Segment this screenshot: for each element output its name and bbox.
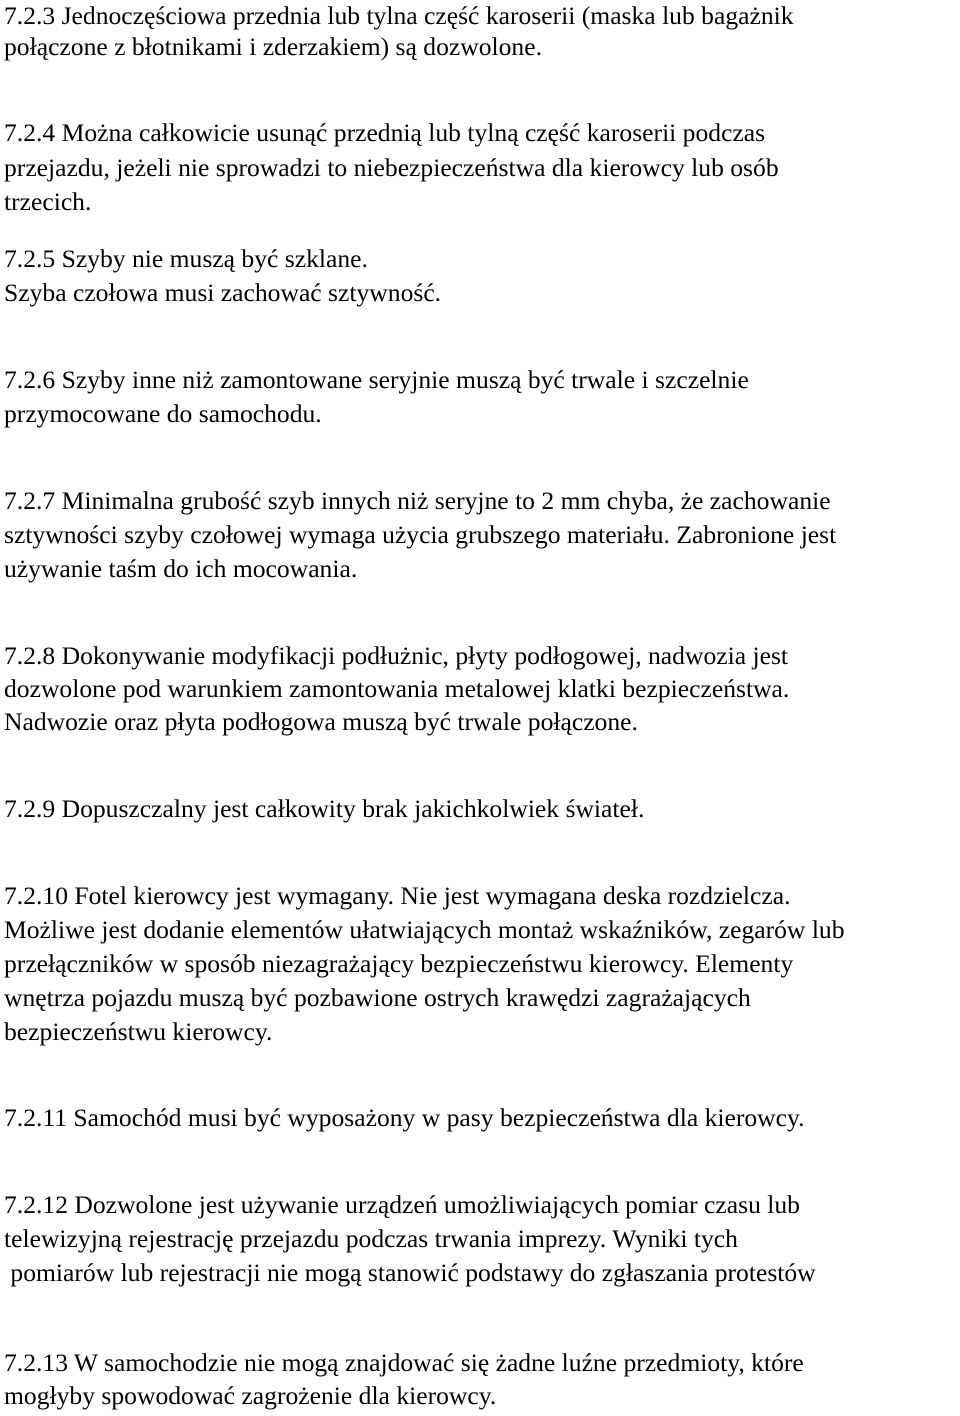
text-line: wnętrza pojazdu muszą być pozbawione ostrych krawędzi zagrażających bbox=[4, 983, 751, 1012]
text-line: 7.2.12 Dozwolone jest używanie urządzeń umożliwiających pomiar czasu lub bbox=[4, 1190, 800, 1219]
text-line: trzecich. bbox=[4, 187, 92, 216]
text-line: przejazdu, jeżeli nie sprowadzi to niebezpieczeństwa dla kierowcy lub osób bbox=[4, 153, 779, 182]
text-line: bezpieczeństwu kierowcy. bbox=[4, 1017, 273, 1046]
text-line: 7.2.6 Szyby inne niż zamontowane seryjnie muszą być trwale i szczelnie bbox=[4, 365, 749, 394]
text-line: dozwolone pod warunkiem zamontowania metalowej klatki bezpieczeństwa. bbox=[4, 674, 790, 703]
text-line: telewizyjną rejestrację przejazdu podczas trwania imprezy. Wyniki tych bbox=[4, 1224, 738, 1253]
text-line: 7.2.9 Dopuszczalny jest całkowity brak jakichkolwiek świateł. bbox=[4, 794, 645, 823]
text-line: Nadwozie oraz płyta podłogowa muszą być trwale połączone. bbox=[4, 707, 638, 736]
text-line: używanie taśm do ich mocowania. bbox=[4, 554, 358, 583]
text-line: Szyba czołowa musi zachować sztywność. bbox=[4, 278, 442, 307]
text-line: 7.2.5 Szyby nie muszą być szklane. bbox=[4, 244, 368, 273]
text-line: połączone z błotnikami i zderzakiem) są dozwolone. bbox=[4, 32, 542, 61]
text-line: 7.2.10 Fotel kierowcy jest wymagany. Nie jest wymagana deska rozdzielcza. bbox=[4, 881, 791, 910]
text-line: przełączników w sposób niezagrażający bezpieczeństwu kierowcy. Elementy bbox=[4, 949, 794, 978]
text-line: 7.2.11 Samochód musi być wyposażony w pasy bezpieczeństwa dla kierowcy. bbox=[4, 1103, 805, 1132]
text-line: Możliwe jest dodanie elementów ułatwiających montaż wskaźników, zegarów lub bbox=[4, 915, 845, 944]
text-line: 7.2.7 Minimalna grubość szyb innych niż seryjne to 2 mm chyba, że zachowanie bbox=[4, 486, 831, 515]
text-line: 7.2.8 Dokonywanie modyfikacji podłużnic, płyty podłogowej, nadwozia jest bbox=[4, 641, 789, 670]
text-line: pomiarów lub rejestracji nie mogą stanowić podstawy do zgłaszania protestów bbox=[4, 1258, 816, 1287]
text-line: 7.2.4 Można całkowicie usunąć przednią lub tylną część karoserii podczas bbox=[4, 118, 766, 147]
text-line: mogłyby spowodować zagrożenie dla kierowcy. bbox=[4, 1381, 497, 1410]
text-line: sztywności szyby czołowej wymaga użycia grubszego materiału. Zabronione jest bbox=[4, 520, 837, 549]
text-line: przymocowane do samochodu. bbox=[4, 399, 322, 428]
text-line: 7.2.3 Jednoczęściowa przednia lub tylna część karoserii (maska lub bagażnik bbox=[4, 1, 794, 30]
text-line: 7.2.13 W samochodzie nie mogą znajdować się żadne luźne przedmioty, które bbox=[4, 1348, 804, 1377]
